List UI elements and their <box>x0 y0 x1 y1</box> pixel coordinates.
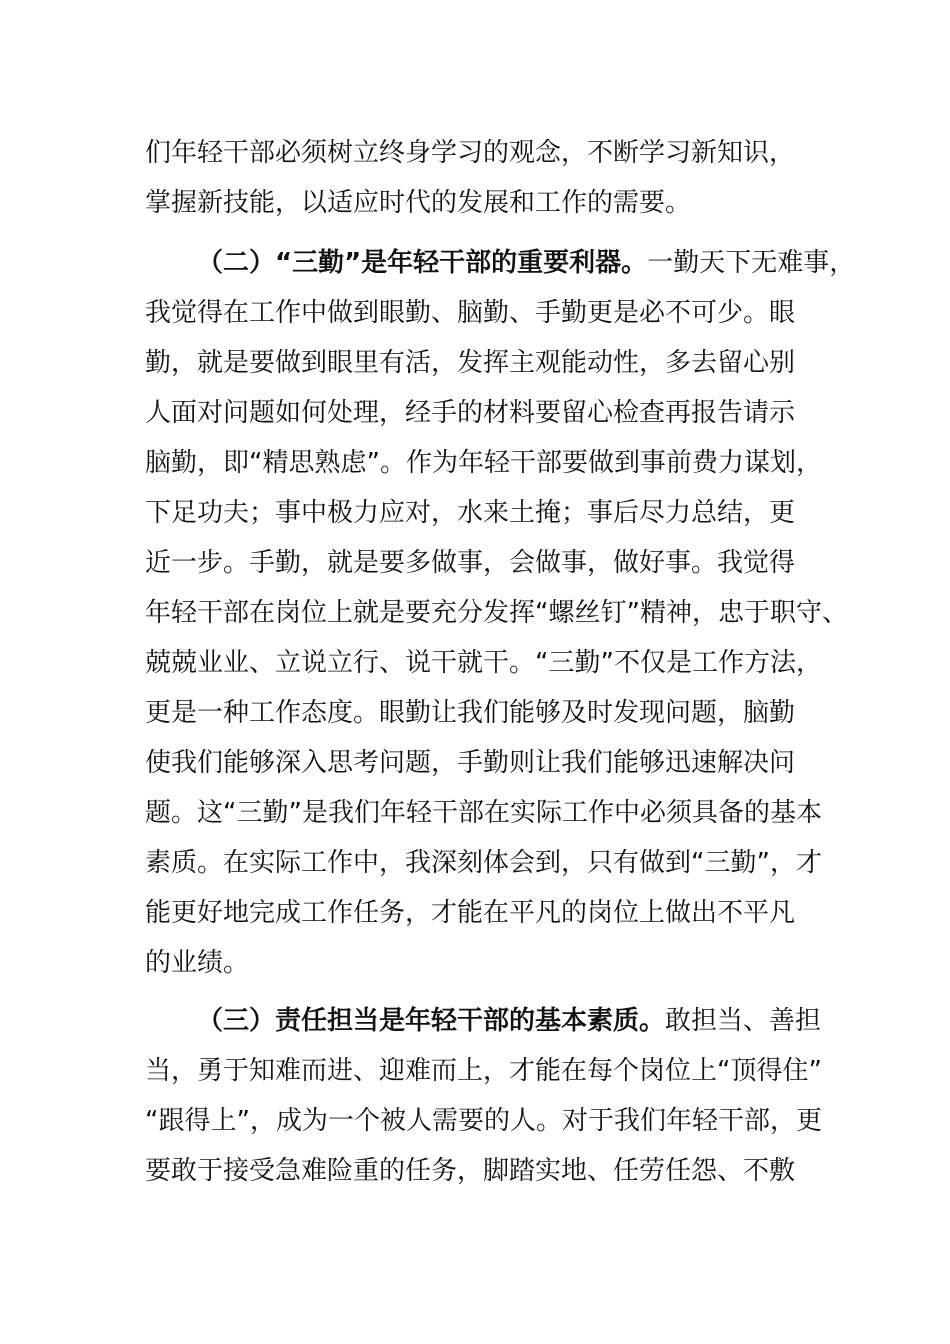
paragraph-first-line <box>145 238 856 288</box>
text-run: 敢担当、善担 <box>665 1006 822 1036</box>
text-line: 近一步。手勤，就是要多做事，会做事，做好事。我觉得 <box>145 548 796 578</box>
text-line: 兢兢业业、立说立行、说干就干。“三勤”不仅是工作方法， <box>145 648 822 678</box>
text-line: 当，勇于知难而进、迎难而上，才能在每个岗位上“顶得住” <box>145 1056 822 1086</box>
paragraph-continuation <box>145 128 825 228</box>
text-line: 人面对问题如何处理，经手的材料要留心检查再报告请示 <box>145 398 796 428</box>
text-line: 使我们能够深入思考问题，手勤则让我们能够迅速解决问 <box>145 748 796 778</box>
text-line: 题。这“三勤”是我们年轻干部在实际工作中必须具备的基本 <box>145 798 822 828</box>
paragraph-three-diligences <box>145 238 856 988</box>
text-line: 的业绩。 <box>145 948 250 978</box>
text-line: 要敢于接受急难险重的任务，脚踏实地、任劳任怨、不敷 <box>145 1156 796 1186</box>
text-line: 脑勤，即“精思熟虑”。作为年轻干部要做到事前费力谋划， <box>145 448 822 478</box>
text-line: “跟得上”，成为一个被人需要的人。对于我们年轻干部，更 <box>145 1106 822 1136</box>
paragraph-first-line <box>145 996 825 1046</box>
text-line: 能更好地完成工作任务，才能在平凡的岗位上做出不平凡 <box>145 898 796 928</box>
text-line: 们年轻干部必须树立终身学习的观念，不断学习新知识， <box>145 138 796 168</box>
text-line: 素质。在实际工作中，我深刻体会到，只有做到“三勤”，才 <box>145 848 822 878</box>
section-heading: （二）“三勤”是年轻干部的重要利器。 <box>197 248 648 278</box>
text-line: 掌握新技能，以适应时代的发展和工作的需要。 <box>145 188 692 218</box>
section-heading: （三）责任担当是年轻干部的基本素质。 <box>197 1006 666 1036</box>
text-run: 一勤天下无难事， <box>647 248 856 278</box>
paragraph-responsibility <box>145 996 825 1196</box>
text-line: 年轻干部在岗位上就是要充分发挥“螺丝钉”精神，忠于职守、 <box>145 598 848 628</box>
text-line: 我觉得在工作中做到眼勤、脑勤、手勤更是必不可少。眼 <box>145 298 796 328</box>
text-line: 勤，就是要做到眼里有活，发挥主观能动性，多去留心别 <box>145 348 796 378</box>
text-line: 下足功夫；事中极力应对，水来土掩；事后尽力总结，更 <box>145 498 796 528</box>
text-line: 更是一种工作态度。眼勤让我们能够及时发现问题，脑勤 <box>145 698 796 728</box>
